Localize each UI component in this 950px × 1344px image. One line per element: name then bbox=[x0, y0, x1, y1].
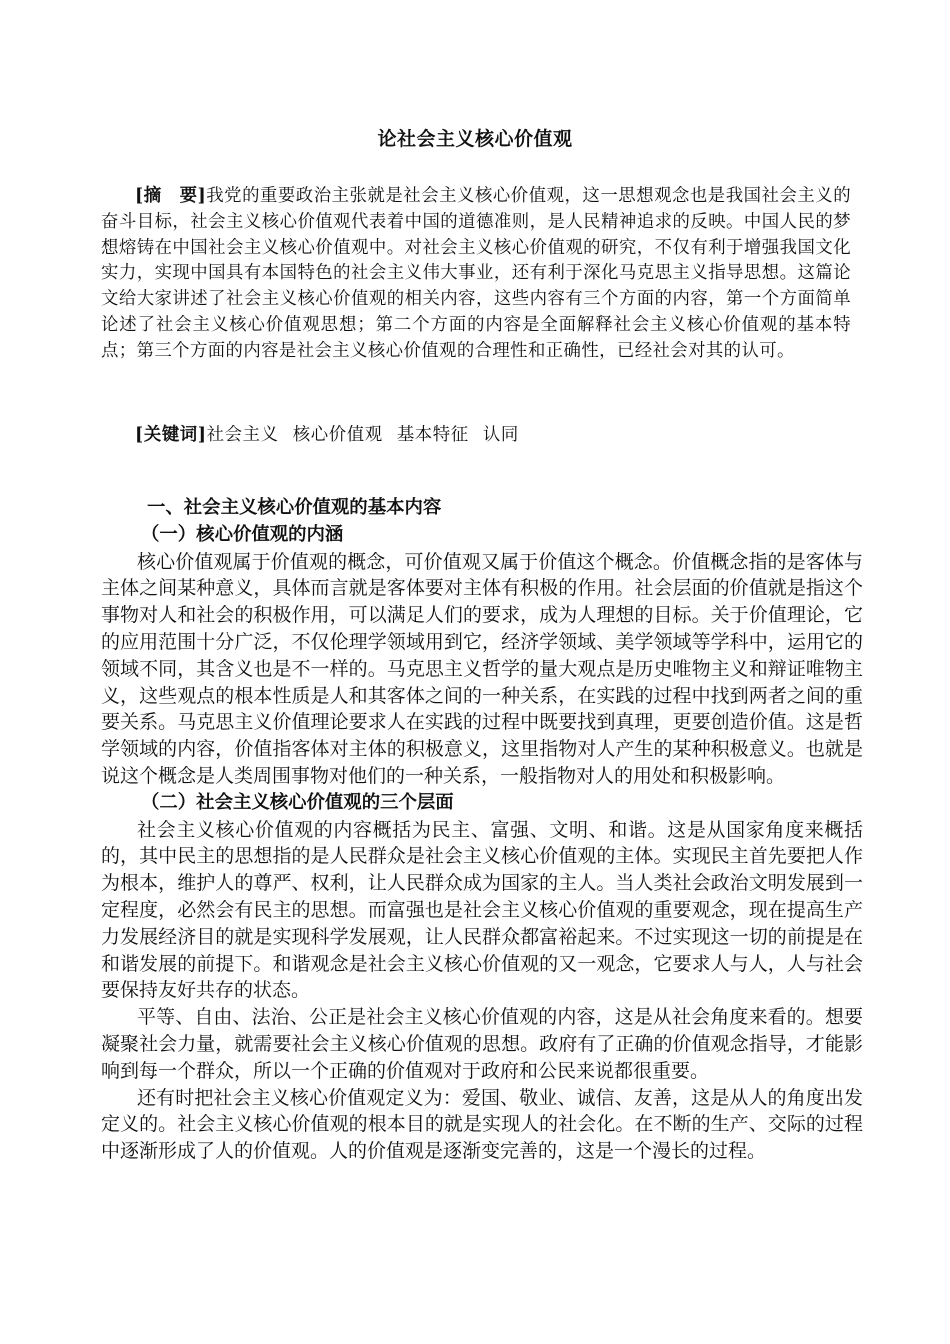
keywords-label: [关键词] bbox=[135, 425, 207, 445]
subsection-heading: （二）社会主义核心价值观的三个层面 bbox=[141, 791, 454, 813]
section-heading: 一、社会主义核心价值观的基本内容 bbox=[147, 497, 442, 518]
paragraph: 还有时把社会主义核心价值观定义为：爱国、敬业、诚信、友善，这是从人的角度出发定义的。社会主义核心价值观的根本目的就是实现人的社会化。在不断的生产、交际的过程中逐渐形成了人的价值观。人的价值观是逐渐变完善的，这是一个漫长的过程。 bbox=[101, 1086, 863, 1163]
paragraph: 核心价值观属于价值观的概念，可价值观又属于价值这个概念。价值概念指的是客体与主体之间某种意义，具体而言就是客体要对主体有积极的作用。社会层面的价值就是指这个事物对人和社会的积极作用，可以满足人们的要求，成为人理想的目标。关于价值理论，它的应用范围十分广泛，不仅伦理学领域用到它，经济学领域、美学领域等学科中，运用它的领域不同，其含义也是不一样的。马克思主义哲学的量大观点是历史唯物主义和辩证唯物主义，这些观点的根本性质是人和其客体之间的一种关系，在实践的过程中找到两者之间的重要关系。马克思主义价值理论要求人在实践的过程中既要找到真理，更要创造价值。这是哲学领域的内容，价值指客体对主体的积极意义，这里指物对人产生的某种积极意义。也就是说这个概念是人类周围事物对他们的一种关系，一般指物对人的用处和积极影响。 bbox=[101, 550, 863, 787]
abstract-label: [摘 要] bbox=[135, 186, 207, 206]
paragraph: 社会主义核心价值观的内容概括为民主、富强、文明、和谐。这是从国家角度来概括的，其中民主的思想指的是人民群众是社会主义核心价值观的主体。实现民主首先要把人作为根本，维护人的尊严、权利，让人民群众成为国家的主人。当人类社会政治文明发展到一定程度，必然会有民主的思想。而富强也是社会主义核心价值观的重要观念，现在提高生产力发展经济目的就是实现科学发展观，让人民群众都富裕起来。不过实现这一切的前提是在和谐发展的前提下。和谐观念是社会主义核心价值观的又一观念，它要求人与人，人与社会要保持友好共存的状态。 bbox=[101, 818, 863, 1002]
document-body bbox=[101, 495, 863, 1165]
abstract-text: 我党的重要政治主张就是社会主义核心价值观，这一思想观念也是我国社会主义的奋斗目标，社会主义核心价值观代表着中国的道德准则，是人民精神追求的反映。中国人民的梦想熔铸在中国社会主义核心价值观中。对社会主义核心价值观的研究，不仅有利于增强我国文化实力，实现中国具有本国特色的社会主义伟大事业，还有利于深化马克思主义指导思想。这篇论文给大家讲述了社会主义核心价值观的相关内容，这些内容有三个方面的内容，第一个方面简单论述了社会主义核心价值观思想；第二个方面的内容是全面解释社会主义核心价值观的基本特点；第三个方面的内容是社会主义核心价值观的合理性和正确性，已经社会对其的认可。 bbox=[101, 186, 851, 361]
paragraph: 平等、自由、法治、公正是社会主义核心价值观的内容，这是从社会角度来看的。想要凝聚社会力量，就需要社会主义核心价值观的思想。政府有了正确的价值观念指导，才能影响到每一个群众，所以一个正确的价值观对于政府和公民来说都很重要。 bbox=[101, 1006, 863, 1082]
keywords bbox=[101, 423, 851, 449]
document-title: 论社会主义核心价值观 bbox=[377, 128, 573, 150]
abstract bbox=[101, 184, 851, 365]
keywords-text: 社会主义 核心价值观 基本特征 认同 bbox=[206, 425, 519, 445]
subsection-heading: （一）核心价值观的内涵 bbox=[141, 523, 344, 545]
